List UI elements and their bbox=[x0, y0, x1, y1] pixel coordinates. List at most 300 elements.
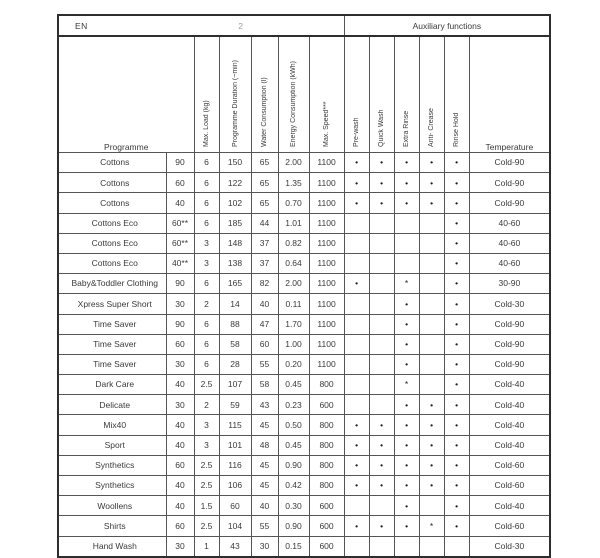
cell-temp-value: 60** bbox=[166, 213, 194, 233]
cell-max-speed: 1100 bbox=[309, 173, 344, 193]
table-row bbox=[58, 375, 550, 395]
cell-energy: 1.35 bbox=[278, 173, 309, 193]
col-header-water-label: Water Consumption (l) bbox=[261, 77, 268, 147]
cell-temperature: Cold-30 bbox=[469, 536, 550, 557]
col-header-extra-rinse bbox=[394, 36, 419, 153]
cell-aux-rinse-hold: • bbox=[444, 193, 469, 213]
cell-aux-extra-rinse bbox=[394, 536, 419, 557]
cell-duration: 28 bbox=[219, 354, 251, 374]
cell-aux-pre-wash bbox=[344, 536, 369, 557]
cell-aux-anti-crease: • bbox=[419, 476, 444, 496]
cell-aux-extra-rinse: • bbox=[394, 314, 419, 334]
cell-aux-pre-wash bbox=[344, 213, 369, 233]
cell-aux-anti-crease bbox=[419, 233, 444, 253]
cell-energy: 0.90 bbox=[278, 455, 309, 475]
cell-programme: Cottons Eco bbox=[58, 253, 166, 273]
cell-aux-rinse-hold: • bbox=[444, 375, 469, 395]
table-row bbox=[58, 516, 550, 536]
cell-aux-extra-rinse: • bbox=[394, 476, 419, 496]
cell-aux-extra-rinse bbox=[394, 233, 419, 253]
table-row bbox=[58, 253, 550, 273]
cell-water: 45 bbox=[251, 415, 278, 435]
cell-aux-anti-crease: • bbox=[419, 455, 444, 475]
cell-programme: Cottons bbox=[58, 173, 166, 193]
cell-temperature: 40-60 bbox=[469, 213, 550, 233]
cell-temperature: Cold-60 bbox=[469, 476, 550, 496]
cell-duration: 58 bbox=[219, 334, 251, 354]
cell-aux-anti-crease: * bbox=[419, 516, 444, 536]
language-page-cell bbox=[58, 15, 344, 36]
cell-duration: 150 bbox=[219, 153, 251, 173]
col-header-anti-crease bbox=[419, 36, 444, 153]
cell-programme: Woollens bbox=[58, 496, 166, 516]
cell-energy: 0.45 bbox=[278, 375, 309, 395]
cell-temperature: Cold-40 bbox=[469, 375, 550, 395]
cell-aux-pre-wash: • bbox=[344, 476, 369, 496]
cell-aux-rinse-hold: • bbox=[444, 213, 469, 233]
cell-temp-value: 90 bbox=[166, 314, 194, 334]
cell-max-speed: 1100 bbox=[309, 193, 344, 213]
cell-max-speed: 1100 bbox=[309, 294, 344, 314]
cell-programme: Time Saver bbox=[58, 334, 166, 354]
cell-max-speed: 1100 bbox=[309, 274, 344, 294]
cell-temp-value: 30 bbox=[166, 294, 194, 314]
cell-aux-quick-wash: • bbox=[369, 516, 394, 536]
table-row bbox=[58, 334, 550, 354]
cell-temp-value: 40 bbox=[166, 193, 194, 213]
table-row bbox=[58, 274, 550, 294]
cell-aux-extra-rinse: • bbox=[394, 193, 419, 213]
cell-programme: Delicate bbox=[58, 395, 166, 415]
cell-temp-value: 30 bbox=[166, 536, 194, 557]
cell-aux-anti-crease bbox=[419, 274, 444, 294]
cell-energy: 2.00 bbox=[278, 153, 309, 173]
cell-temp-value: 30 bbox=[166, 395, 194, 415]
cell-max-load: 2.5 bbox=[194, 375, 219, 395]
cell-max-load: 6 bbox=[194, 173, 219, 193]
cell-aux-extra-rinse: • bbox=[394, 354, 419, 374]
cell-aux-extra-rinse: • bbox=[394, 496, 419, 516]
cell-max-load: 2.5 bbox=[194, 516, 219, 536]
cell-aux-quick-wash bbox=[369, 375, 394, 395]
col-header-max-load-label: Max. Load (kg) bbox=[203, 100, 210, 147]
cell-duration: 102 bbox=[219, 193, 251, 213]
cell-aux-rinse-hold: • bbox=[444, 233, 469, 253]
cell-temperature: Cold-30 bbox=[469, 294, 550, 314]
cell-aux-extra-rinse: • bbox=[394, 334, 419, 354]
cell-temp-value: 40 bbox=[166, 496, 194, 516]
cell-aux-pre-wash: • bbox=[344, 415, 369, 435]
cell-aux-pre-wash: • bbox=[344, 193, 369, 213]
cell-aux-rinse-hold bbox=[444, 536, 469, 557]
cell-duration: 115 bbox=[219, 415, 251, 435]
cell-max-speed: 800 bbox=[309, 476, 344, 496]
cell-energy: 0.20 bbox=[278, 354, 309, 374]
cell-temperature: Cold-90 bbox=[469, 334, 550, 354]
cell-temperature: Cold-60 bbox=[469, 455, 550, 475]
cell-temperature: Cold-90 bbox=[469, 314, 550, 334]
cell-aux-rinse-hold: • bbox=[444, 294, 469, 314]
cell-aux-anti-crease: • bbox=[419, 153, 444, 173]
cell-programme: Cottons Eco bbox=[58, 233, 166, 253]
cell-duration: 138 bbox=[219, 253, 251, 273]
col-header-extra-rinse-label: Extra Rinse bbox=[403, 110, 411, 147]
cell-aux-extra-rinse: • bbox=[394, 455, 419, 475]
cell-aux-extra-rinse: • bbox=[394, 153, 419, 173]
cell-max-speed: 800 bbox=[309, 435, 344, 455]
cell-temperature: 40-60 bbox=[469, 253, 550, 273]
cell-water: 47 bbox=[251, 314, 278, 334]
cell-temp-value: 90 bbox=[166, 274, 194, 294]
cell-temperature: Cold-90 bbox=[469, 193, 550, 213]
cell-aux-pre-wash: • bbox=[344, 153, 369, 173]
cell-aux-rinse-hold: • bbox=[444, 415, 469, 435]
cell-aux-quick-wash: • bbox=[369, 153, 394, 173]
cell-energy: 0.45 bbox=[278, 435, 309, 455]
cell-duration: 106 bbox=[219, 476, 251, 496]
cell-aux-extra-rinse: • bbox=[394, 294, 419, 314]
col-header-energy bbox=[278, 36, 309, 153]
cell-aux-pre-wash bbox=[344, 334, 369, 354]
cell-aux-extra-rinse bbox=[394, 213, 419, 233]
cell-water: 65 bbox=[251, 153, 278, 173]
cell-duration: 43 bbox=[219, 536, 251, 557]
col-header-duration bbox=[219, 36, 251, 153]
cell-aux-pre-wash: • bbox=[344, 516, 369, 536]
cell-programme: Baby&Toddler Clothing bbox=[58, 274, 166, 294]
cell-aux-anti-crease: • bbox=[419, 435, 444, 455]
col-header-programme: Programme bbox=[58, 36, 194, 153]
cell-programme: Hand Wash bbox=[58, 536, 166, 557]
cell-aux-quick-wash: • bbox=[369, 193, 394, 213]
cell-water: 60 bbox=[251, 334, 278, 354]
cell-water: 65 bbox=[251, 173, 278, 193]
col-header-energy-label: Energy Consumption (kWh) bbox=[290, 61, 297, 147]
programme-table bbox=[57, 14, 551, 558]
cell-programme: Time Saver bbox=[58, 314, 166, 334]
cell-aux-quick-wash bbox=[369, 314, 394, 334]
cell-max-load: 3 bbox=[194, 233, 219, 253]
page-header-row bbox=[58, 15, 550, 36]
cell-aux-quick-wash bbox=[369, 233, 394, 253]
cell-aux-quick-wash bbox=[369, 354, 394, 374]
table-row bbox=[58, 314, 550, 334]
cell-aux-quick-wash bbox=[369, 253, 394, 273]
cell-aux-rinse-hold: • bbox=[444, 334, 469, 354]
cell-aux-rinse-hold: • bbox=[444, 516, 469, 536]
cell-water: 40 bbox=[251, 496, 278, 516]
cell-aux-rinse-hold: • bbox=[444, 274, 469, 294]
cell-programme: Time Saver bbox=[58, 354, 166, 374]
col-header-max-load bbox=[194, 36, 219, 153]
cell-aux-anti-crease bbox=[419, 253, 444, 273]
cell-water: 58 bbox=[251, 375, 278, 395]
cell-water: 45 bbox=[251, 455, 278, 475]
cell-aux-quick-wash: • bbox=[369, 455, 394, 475]
cell-max-speed: 800 bbox=[309, 415, 344, 435]
cell-temp-value: 30 bbox=[166, 354, 194, 374]
cell-water: 30 bbox=[251, 536, 278, 557]
cell-max-load: 3 bbox=[194, 415, 219, 435]
cell-aux-pre-wash: • bbox=[344, 173, 369, 193]
cell-aux-rinse-hold: • bbox=[444, 455, 469, 475]
cell-aux-anti-crease bbox=[419, 536, 444, 557]
cell-aux-pre-wash bbox=[344, 395, 369, 415]
cell-aux-quick-wash: • bbox=[369, 435, 394, 455]
cell-max-speed: 1100 bbox=[309, 213, 344, 233]
cell-programme: Dark Care bbox=[58, 375, 166, 395]
cell-duration: 59 bbox=[219, 395, 251, 415]
cell-max-load: 6 bbox=[194, 193, 219, 213]
cell-temperature: Cold-40 bbox=[469, 496, 550, 516]
col-header-anti-crease-label: Anti- Crease bbox=[428, 108, 436, 147]
cell-water: 45 bbox=[251, 476, 278, 496]
cell-temperature: Cold-90 bbox=[469, 354, 550, 374]
cell-temperature: Cold-40 bbox=[469, 415, 550, 435]
cell-aux-quick-wash bbox=[369, 536, 394, 557]
cell-water: 43 bbox=[251, 395, 278, 415]
cell-energy: 0.70 bbox=[278, 193, 309, 213]
cell-aux-anti-crease bbox=[419, 334, 444, 354]
cell-energy: 0.15 bbox=[278, 536, 309, 557]
cell-max-load: 6 bbox=[194, 274, 219, 294]
cell-temp-value: 40 bbox=[166, 435, 194, 455]
cell-aux-rinse-hold: • bbox=[444, 253, 469, 273]
cell-aux-extra-rinse: • bbox=[394, 435, 419, 455]
col-header-water bbox=[251, 36, 278, 153]
cell-aux-extra-rinse: • bbox=[394, 395, 419, 415]
aux-functions-group-header: Auxiliary functions bbox=[344, 15, 550, 36]
cell-max-load: 2.5 bbox=[194, 476, 219, 496]
cell-duration: 148 bbox=[219, 233, 251, 253]
cell-water: 40 bbox=[251, 294, 278, 314]
cell-aux-rinse-hold: • bbox=[444, 395, 469, 415]
cell-temperature: Cold-90 bbox=[469, 153, 550, 173]
cell-temperature: Cold-90 bbox=[469, 173, 550, 193]
cell-max-speed: 1100 bbox=[309, 334, 344, 354]
cell-aux-extra-rinse: * bbox=[394, 375, 419, 395]
table-row bbox=[58, 173, 550, 193]
cell-aux-pre-wash: • bbox=[344, 274, 369, 294]
col-header-max-speed-label: Max. Speed*** bbox=[323, 101, 331, 147]
cell-aux-rinse-hold: • bbox=[444, 354, 469, 374]
cell-aux-pre-wash bbox=[344, 496, 369, 516]
cell-temp-value: 40 bbox=[166, 476, 194, 496]
table-row bbox=[58, 213, 550, 233]
cell-aux-quick-wash bbox=[369, 213, 394, 233]
cell-aux-anti-crease: • bbox=[419, 415, 444, 435]
cell-programme: Cottons Eco bbox=[58, 213, 166, 233]
cell-energy: 0.23 bbox=[278, 395, 309, 415]
cell-max-load: 6 bbox=[194, 354, 219, 374]
cell-aux-pre-wash bbox=[344, 253, 369, 273]
cell-temperature: Cold-40 bbox=[469, 435, 550, 455]
cell-duration: 116 bbox=[219, 455, 251, 475]
cell-temperature: Cold-40 bbox=[469, 395, 550, 415]
cell-energy: 1.00 bbox=[278, 334, 309, 354]
cell-temp-value: 60 bbox=[166, 455, 194, 475]
cell-aux-quick-wash bbox=[369, 496, 394, 516]
table-row bbox=[58, 536, 550, 557]
cell-max-load: 3 bbox=[194, 253, 219, 273]
cell-duration: 185 bbox=[219, 213, 251, 233]
cell-max-load: 6 bbox=[194, 153, 219, 173]
col-header-rinse-hold-label: Rinse Hold bbox=[453, 112, 461, 147]
cell-aux-anti-crease bbox=[419, 294, 444, 314]
col-header-temperature: Temperature bbox=[469, 36, 550, 153]
cell-temp-value: 60 bbox=[166, 516, 194, 536]
cell-water: 65 bbox=[251, 193, 278, 213]
col-header-duration-label: Programme Duration (~min) bbox=[231, 60, 239, 147]
cell-aux-quick-wash: • bbox=[369, 415, 394, 435]
cell-temp-value: 90 bbox=[166, 153, 194, 173]
cell-temp-value: 40** bbox=[166, 253, 194, 273]
table-row bbox=[58, 476, 550, 496]
cell-aux-extra-rinse: • bbox=[394, 516, 419, 536]
cell-temp-value: 40 bbox=[166, 375, 194, 395]
programme-table-container bbox=[57, 14, 551, 558]
cell-aux-quick-wash bbox=[369, 334, 394, 354]
cell-energy: 1.70 bbox=[278, 314, 309, 334]
cell-max-speed: 1100 bbox=[309, 314, 344, 334]
cell-temp-value: 60 bbox=[166, 334, 194, 354]
table-row bbox=[58, 455, 550, 475]
cell-aux-pre-wash: • bbox=[344, 435, 369, 455]
cell-energy: 2.00 bbox=[278, 274, 309, 294]
cell-programme: Shirts bbox=[58, 516, 166, 536]
cell-aux-anti-crease: • bbox=[419, 395, 444, 415]
cell-aux-anti-crease bbox=[419, 375, 444, 395]
cell-programme: Mix40 bbox=[58, 415, 166, 435]
cell-water: 55 bbox=[251, 354, 278, 374]
table-row bbox=[58, 496, 550, 516]
col-header-pre-wash-label: Pre-wash bbox=[353, 117, 361, 147]
col-header-max-speed bbox=[309, 36, 344, 153]
cell-water: 37 bbox=[251, 253, 278, 273]
cell-duration: 88 bbox=[219, 314, 251, 334]
cell-programme: Synthetics bbox=[58, 455, 166, 475]
cell-max-speed: 600 bbox=[309, 496, 344, 516]
cell-programme: Sport bbox=[58, 435, 166, 455]
cell-aux-anti-crease: • bbox=[419, 193, 444, 213]
cell-aux-rinse-hold: • bbox=[444, 496, 469, 516]
table-row bbox=[58, 233, 550, 253]
cell-duration: 101 bbox=[219, 435, 251, 455]
cell-aux-rinse-hold: • bbox=[444, 314, 469, 334]
cell-aux-pre-wash bbox=[344, 375, 369, 395]
table-row bbox=[58, 395, 550, 415]
cell-water: 48 bbox=[251, 435, 278, 455]
cell-max-load: 6 bbox=[194, 213, 219, 233]
cell-energy: 1.01 bbox=[278, 213, 309, 233]
cell-programme: Xpress Super Short bbox=[58, 294, 166, 314]
cell-max-load: 6 bbox=[194, 334, 219, 354]
cell-duration: 165 bbox=[219, 274, 251, 294]
cell-max-speed: 600 bbox=[309, 516, 344, 536]
table-row bbox=[58, 415, 550, 435]
col-header-rinse-hold bbox=[444, 36, 469, 153]
page-number: 2 bbox=[238, 20, 244, 31]
col-header-quick-wash-label: Quick Wash bbox=[378, 109, 386, 147]
table-row bbox=[58, 153, 550, 173]
cell-aux-quick-wash bbox=[369, 395, 394, 415]
cell-energy: 0.50 bbox=[278, 415, 309, 435]
cell-duration: 107 bbox=[219, 375, 251, 395]
cell-duration: 14 bbox=[219, 294, 251, 314]
cell-temperature: Cold-60 bbox=[469, 516, 550, 536]
cell-max-speed: 600 bbox=[309, 395, 344, 415]
column-header-row bbox=[58, 36, 550, 153]
cell-programme: Cottons bbox=[58, 193, 166, 213]
cell-aux-rinse-hold: • bbox=[444, 476, 469, 496]
cell-max-speed: 1100 bbox=[309, 354, 344, 374]
cell-temp-value: 40 bbox=[166, 415, 194, 435]
language-code: EN bbox=[75, 20, 88, 31]
cell-aux-quick-wash: • bbox=[369, 476, 394, 496]
cell-aux-anti-crease: • bbox=[419, 173, 444, 193]
col-header-pre-wash bbox=[344, 36, 369, 153]
cell-duration: 122 bbox=[219, 173, 251, 193]
cell-aux-quick-wash bbox=[369, 294, 394, 314]
cell-aux-extra-rinse: • bbox=[394, 173, 419, 193]
cell-max-speed: 600 bbox=[309, 536, 344, 557]
cell-programme: Synthetics bbox=[58, 476, 166, 496]
cell-temp-value: 60 bbox=[166, 173, 194, 193]
cell-aux-pre-wash bbox=[344, 233, 369, 253]
cell-aux-anti-crease bbox=[419, 213, 444, 233]
cell-aux-extra-rinse: • bbox=[394, 415, 419, 435]
cell-aux-anti-crease bbox=[419, 314, 444, 334]
cell-aux-rinse-hold: • bbox=[444, 435, 469, 455]
cell-energy: 0.30 bbox=[278, 496, 309, 516]
cell-temperature: 30-90 bbox=[469, 274, 550, 294]
cell-max-load: 2 bbox=[194, 294, 219, 314]
table-row bbox=[58, 193, 550, 213]
cell-aux-quick-wash: • bbox=[369, 173, 394, 193]
cell-energy: 0.11 bbox=[278, 294, 309, 314]
cell-water: 82 bbox=[251, 274, 278, 294]
cell-duration: 60 bbox=[219, 496, 251, 516]
cell-max-speed: 1100 bbox=[309, 233, 344, 253]
cell-aux-quick-wash bbox=[369, 274, 394, 294]
cell-max-speed: 1100 bbox=[309, 253, 344, 273]
col-header-quick-wash bbox=[369, 36, 394, 153]
cell-aux-pre-wash bbox=[344, 354, 369, 374]
cell-programme: Cottons bbox=[58, 153, 166, 173]
cell-max-load: 2.5 bbox=[194, 455, 219, 475]
cell-max-load: 1 bbox=[194, 536, 219, 557]
cell-aux-rinse-hold: • bbox=[444, 153, 469, 173]
cell-max-load: 6 bbox=[194, 314, 219, 334]
cell-aux-anti-crease bbox=[419, 354, 444, 374]
cell-energy: 0.82 bbox=[278, 233, 309, 253]
cell-aux-rinse-hold: • bbox=[444, 173, 469, 193]
table-row bbox=[58, 354, 550, 374]
cell-max-load: 1.5 bbox=[194, 496, 219, 516]
cell-temperature: 40-60 bbox=[469, 233, 550, 253]
cell-temp-value: 60** bbox=[166, 233, 194, 253]
cell-energy: 0.42 bbox=[278, 476, 309, 496]
cell-duration: 104 bbox=[219, 516, 251, 536]
cell-aux-extra-rinse bbox=[394, 253, 419, 273]
cell-aux-pre-wash bbox=[344, 314, 369, 334]
cell-aux-pre-wash: • bbox=[344, 455, 369, 475]
cell-max-speed: 800 bbox=[309, 455, 344, 475]
cell-max-speed: 800 bbox=[309, 375, 344, 395]
cell-max-speed: 1100 bbox=[309, 153, 344, 173]
cell-water: 37 bbox=[251, 233, 278, 253]
cell-aux-anti-crease bbox=[419, 496, 444, 516]
